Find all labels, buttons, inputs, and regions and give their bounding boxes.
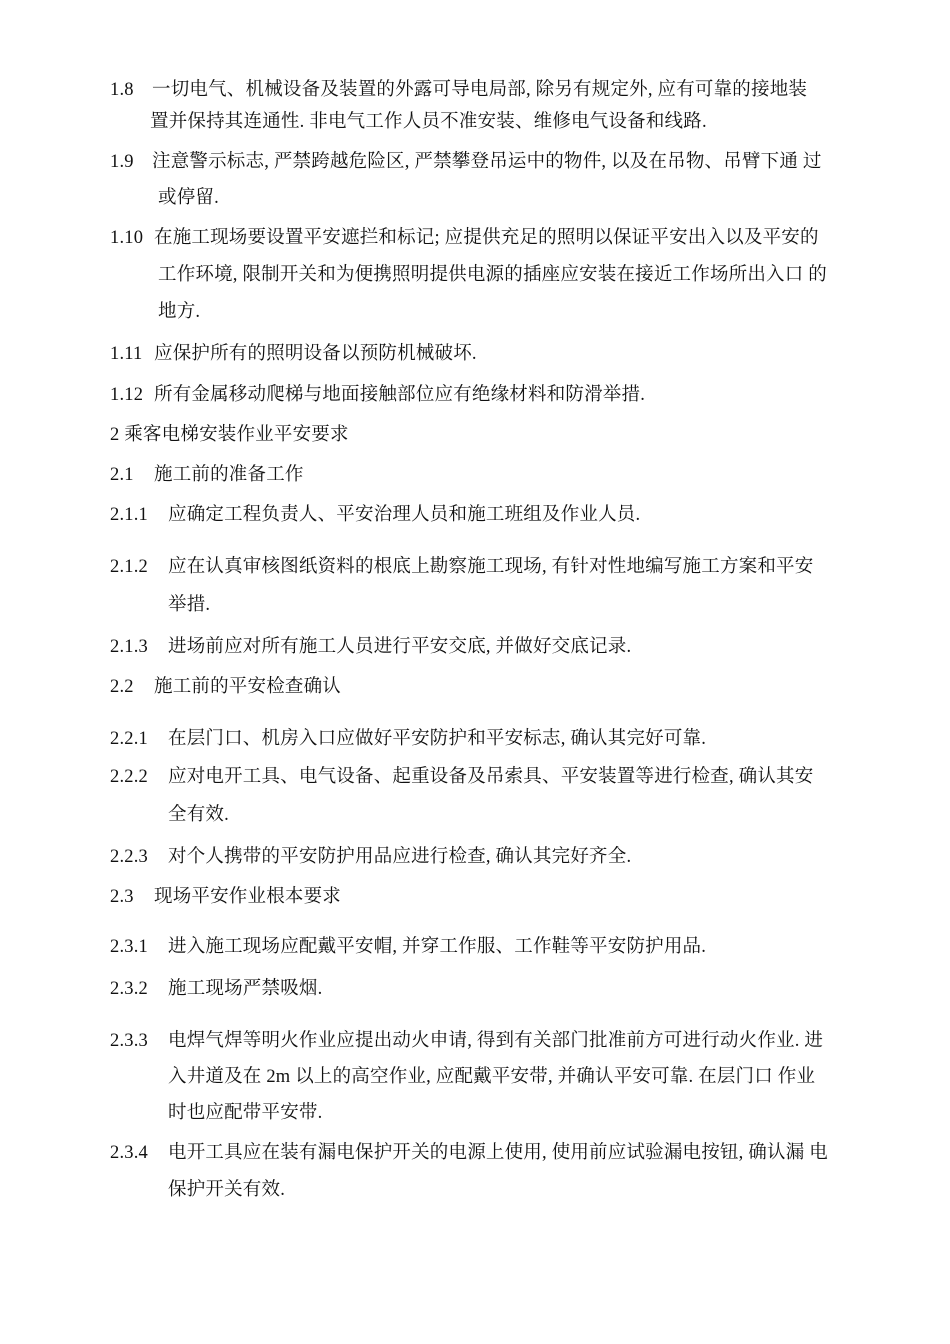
item-number: 2.1	[110, 465, 134, 485]
item-2-2	[110, 675, 341, 699]
section-2-heading: 2 乘客电梯安装作业平安要求	[110, 425, 349, 445]
item-2-3-3-line-1	[110, 1029, 823, 1053]
item-text: 对个人携带的平安防护用品应进行检查, 确认其完好齐全.	[168, 847, 632, 867]
item-number: 2.2.3	[110, 847, 148, 867]
item-text: 施工前的平安检查确认	[154, 677, 342, 697]
item-text: 在层门口、机房入口应做好平安防护和平安标志, 确认其完好可靠.	[168, 729, 707, 749]
item-number: 1.11	[110, 344, 143, 364]
item-1-9-line-2: 或停留.	[158, 188, 219, 208]
item-text: 进入施工现场应配戴平安帽, 并穿工作服、工作鞋等平安防护用品.	[168, 937, 707, 957]
item-number: 2.2.1	[110, 729, 148, 749]
item-number: 2.2.2	[110, 767, 148, 787]
item-2-3-4-line-1	[110, 1141, 828, 1165]
item-text: 应确定工程负责人、平安治理人员和施工班组及作业人员.	[168, 505, 641, 525]
item-number: 2.3.3	[110, 1031, 148, 1051]
item-2-2-2-line-1	[110, 765, 813, 789]
item-text: 在施工现场要设置平安遮拦和标记; 应提供充足的照明以保证平安出入以及平安的	[154, 228, 819, 248]
item-2-1-2-line-1	[110, 555, 813, 579]
item-1-8-line-2: 置并保持其连通性. 非电气工作人员不准安装、维修电气设备和线路.	[150, 112, 707, 132]
item-2-1-2-line-2: 举措.	[168, 595, 211, 615]
item-2-3	[110, 885, 341, 909]
item-text: 现场平安作业根本要求	[154, 887, 342, 907]
item-2-1-1	[110, 503, 640, 527]
item-number: 1.9	[110, 152, 134, 172]
item-number: 2.1.3	[110, 637, 148, 657]
item-2-2-3	[110, 845, 631, 869]
item-1-8-line-1	[110, 78, 807, 102]
item-1-12	[110, 383, 645, 407]
item-text: 电开工具应在装有漏电保护开关的电源上使用, 使用前应试验漏电按钮, 确认漏 电	[168, 1143, 828, 1163]
item-2-3-3-line-2: 入井道及在 2m 以上的高空作业, 应配戴平安带, 并确认平安可靠. 在层门口 作业	[168, 1067, 816, 1087]
item-number: 1.8	[110, 80, 134, 100]
item-text: 一切电气、机械设备及装置的外露可导电局部, 除另有规定外, 应有可靠的接地装	[152, 80, 808, 100]
item-1-10-line-2: 工作环境, 限制开关和为便携照明提供电源的插座应安装在接近工作场所出入口 的	[158, 265, 827, 285]
item-number: 2.2	[110, 677, 134, 697]
item-1-9-line-1	[110, 150, 822, 174]
item-2-3-1	[110, 935, 706, 959]
item-number: 1.10	[110, 228, 144, 248]
item-2-3-4-line-2: 保护开关有效.	[168, 1180, 286, 1200]
item-text: 应在认真审核图纸资料的根底上勘察施工现场, 有针对性地编写施工方案和平安	[168, 557, 814, 577]
item-text: 施工现场严禁吸烟.	[168, 979, 323, 999]
item-number: 2.3.1	[110, 937, 148, 957]
item-number: 2.1.1	[110, 505, 148, 525]
item-number: 2.3.4	[110, 1143, 148, 1163]
item-2-1-3	[110, 635, 631, 659]
item-text: 所有金属移动爬梯与地面接触部位应有绝缘材料和防滑举措.	[154, 385, 646, 405]
item-text: 注意警示标志, 严禁跨越危险区, 严禁攀登吊运中的物件, 以及在吊物、吊臂下通 过	[152, 152, 822, 172]
item-number: 2.3	[110, 887, 134, 907]
item-number: 2.3.2	[110, 979, 148, 999]
item-text: 施工前的准备工作	[154, 465, 304, 485]
item-text: 电焊气焊等明火作业应提出动火申请, 得到有关部门批准前方可进行动火作业. 进	[168, 1031, 824, 1051]
item-1-10-line-1	[110, 226, 819, 250]
item-number: 1.12	[110, 385, 144, 405]
item-2-3-2	[110, 977, 322, 1001]
item-1-10-line-3: 地方.	[158, 302, 201, 322]
item-text: 应保护所有的照明设备以预防机械破坏.	[154, 344, 477, 364]
item-text: 应对电开工具、电气设备、起重设备及吊索具、平安装置等进行检查, 确认其安	[168, 767, 814, 787]
item-2-2-2-line-2: 全有效.	[168, 805, 229, 825]
item-2-1	[110, 463, 304, 487]
item-number: 2.1.2	[110, 557, 148, 577]
item-2-2-1	[110, 727, 706, 751]
item-2-3-3-line-3: 时也应配带平安带.	[168, 1103, 323, 1123]
item-1-11	[110, 342, 477, 366]
item-text: 进场前应对所有施工人员进行平安交底, 并做好交底记录.	[168, 637, 632, 657]
